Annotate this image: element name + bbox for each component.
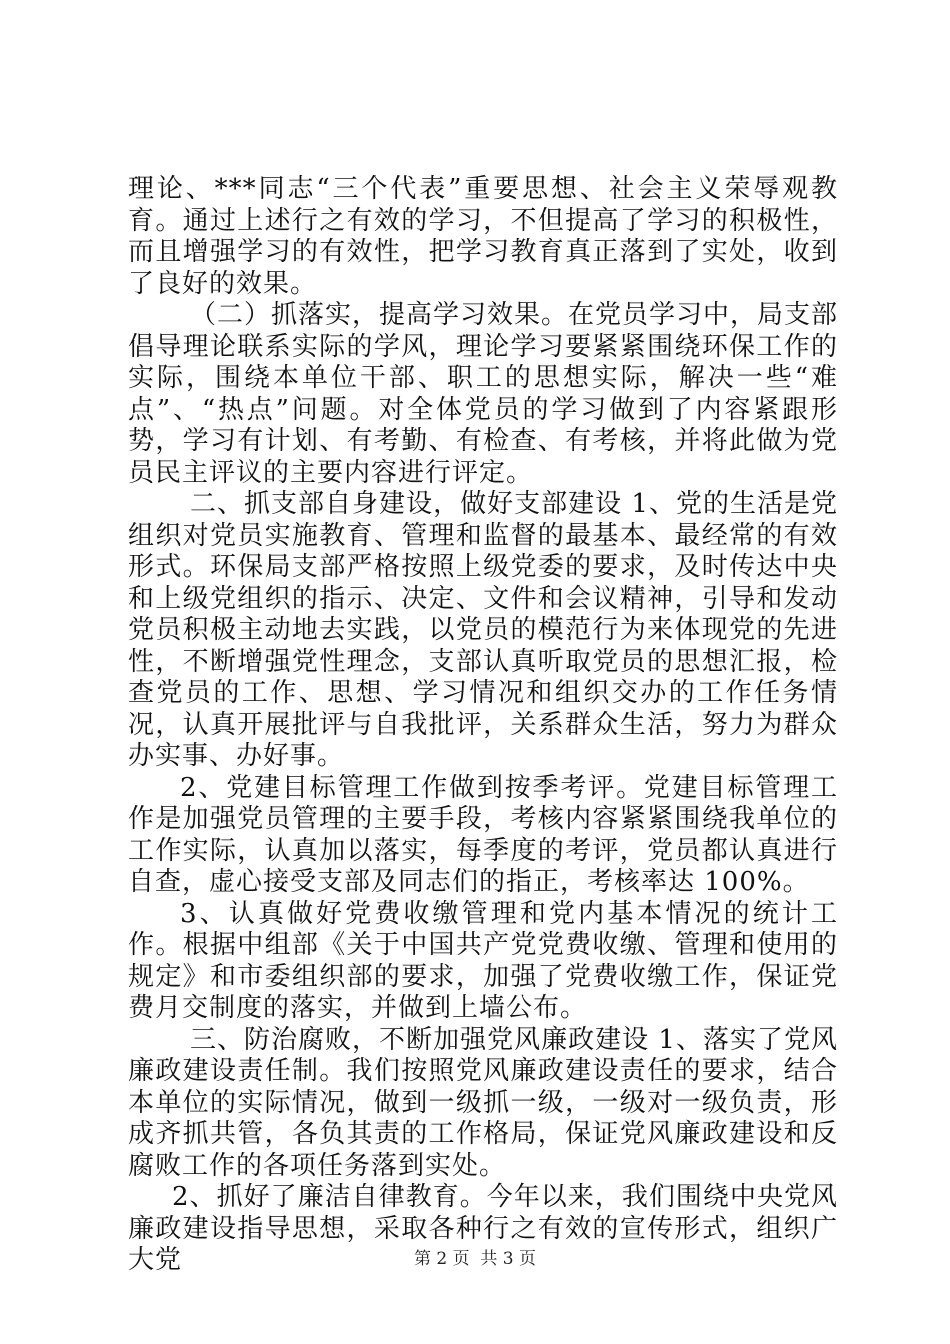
paragraph-1: 理论、***同志“三个代表”重要思想、社会主义荣辱观教育。通过上述行之有效的学习，不但提高了学习的积极性，而且增强学习的有效性，把学习教育真正落到了实处，收到了良好的效果。: [128, 174, 838, 299]
paragraph-7: 2、抓好了廉洁自律教育。今年以来，我们围绕中央党风廉政建设指导思想，采取各种行之有效的宣传形式，组织广大党: [128, 1182, 838, 1275]
paragraph-4: 2、党建目标管理工作做到按季考评。党建目标管理工作是加强党员管理的主要手段，考核内容紧紧围绕我单位的工作实际，认真加以落实，每季度的考评，党员都认真进行自查，虚心接受支部及同志们的指正，考核率达 100%。: [128, 772, 838, 897]
document-body: [128, 174, 838, 1277]
paragraph-2: （二）抓落实，提高学习效果。在党员学习中，局支部倡导理论联系实际的学风，理论学习要紧紧围绕环保工作的实际，围绕本单位干部、职工的思想实际，解决一些“难点”、“热点”问题。对全体党员的学习做到了内容紧跟形势，学习有计划、有考勤、有检查、有考核，并将此做为党员民主评议的主要内容进行评定。: [128, 300, 839, 488]
page-number: 第 2 页 共 3 页: [413, 1249, 537, 1269]
paragraph-3: 二、抓支部自身建设，做好支部建设 1、党的生活是党组织对党员实施教育、管理和监督的最基本、最经常的有效形式。环保局支部严格按照上级党委的要求，及时传达中央和上级党组织的指示、决定、文件和会议精神，引导和发动党员积极主动地去实践，以党员的模范行为来体现党的先进性，不断增强党性理念，支部认真听取党员的思想汇报，检查党员的工作、思想、学习情况和组织交办的工作任务情况，认真开展批评与自我批评，关系群众生活，努力为群众办实事、办好事。: [128, 489, 838, 771]
paragraph-6: 三、防治腐败，不断加强党风廉政建设 1、落实了党风廉政建设责任制。我们按照党风廉政建设责任的要求，结合本单位的实际情况，做到一级抓一级，一级对一级负责，形成齐抓共管，各负其责的工作格局，保证党风廉政建设和反腐败工作的各项任务落到实处。: [128, 1024, 838, 1181]
paragraph-5: 3、认真做好党费收缴管理和党内基本情况的统计工作。根据中组部《关于中国共产党党费收缴、管理和使用的规定》和市委组织部的要求，加强了党费收缴工作，保证党费月交制度的落实，并做到上墙公布。: [128, 898, 838, 1023]
page-footer: [0, 1244, 950, 1269]
